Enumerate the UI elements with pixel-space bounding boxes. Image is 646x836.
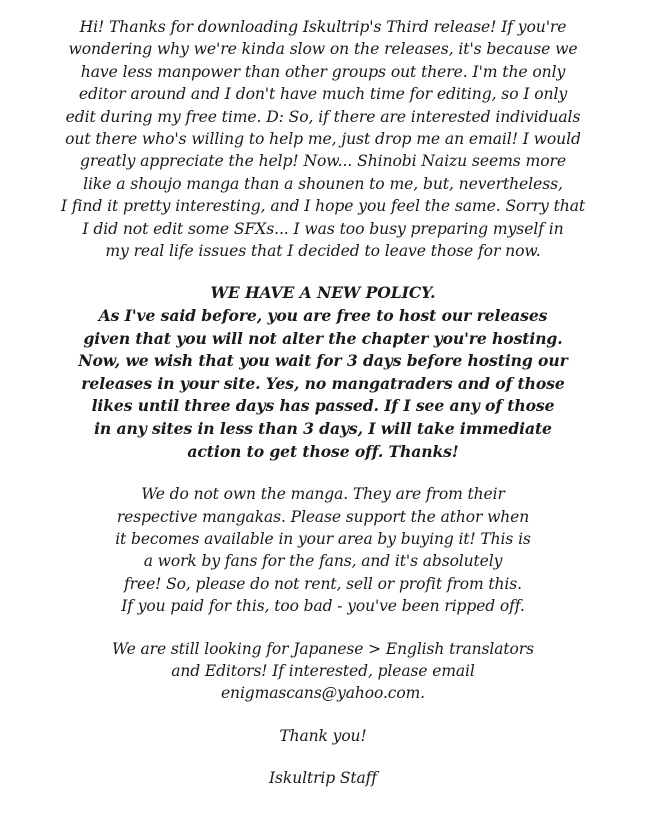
disclaimer-line: If you paid for this, too bad - you've been ripped off.: [121, 597, 525, 616]
recruit-email: enigmascans@yahoo.com.: [220, 684, 426, 703]
intro-line: I did not edit some SFXs... I was too busy preparing myself in: [82, 219, 564, 238]
disclaimer-line: a work by fans for the fans, and it's absolutely: [143, 552, 503, 571]
disclaimer-line: free! So, please do not rent, sell or profit from this.: [124, 574, 522, 593]
intro-line: out there who's willing to help me, just drop me an email! I would: [65, 130, 581, 149]
recruit-line: We are still looking for Japanese > English translators: [112, 639, 534, 658]
disclaimer-line: it becomes available in your area by buying it! This is: [115, 530, 531, 549]
intro-line: I find it pretty interesting, and I hope you feel the same. Sorry that: [60, 197, 586, 216]
intro-line: my real life issues that I decided to leave those for now.: [105, 242, 541, 261]
policy-line: in any sites in less than 3 days, I will take immediate: [94, 419, 552, 439]
intro-paragraph: [0, 16, 646, 262]
intro-line: like a shoujo manga than a shounen to me, but, nevertheless,: [83, 174, 563, 193]
intro-line: greatly appreciate the help! Now... Shinobi Naizu seems more: [80, 152, 566, 171]
recruit-line: and Editors! If interested, please email: [171, 662, 475, 681]
policy-line: Now, we wish that you wait for 3 days before hosting our: [78, 351, 568, 371]
disclaimer-line: We do not own the manga. They are from their: [141, 485, 505, 504]
policy-line: releases in your site. Yes, no mangatraders and of those: [81, 373, 565, 393]
staff-signature: Iskultrip Staff: [269, 769, 377, 788]
intro-line: Hi! Thanks for downloading Iskultrip's Third release! If you're: [79, 18, 567, 36]
disclaimer-line: respective mangakas. Please support the athor when: [116, 507, 530, 526]
disclaimer-paragraph: [0, 483, 646, 617]
thank-you-line: [0, 725, 646, 747]
policy-line: likes until three days has passed. If I see any of those: [91, 396, 555, 416]
policy-paragraph: [0, 282, 646, 463]
intro-line: edit during my free time. D: So, if there are interested individuals: [65, 107, 581, 126]
signature-line: [0, 767, 646, 789]
policy-heading: WE HAVE A NEW POLICY.: [210, 283, 436, 303]
recruit-paragraph: [0, 638, 646, 705]
policy-line: action to get those off. Thanks!: [187, 441, 459, 461]
policy-line: As I've said before, you are free to host our releases: [98, 306, 548, 326]
intro-line: have less manpower than other groups out there. I'm the only: [80, 62, 566, 81]
intro-line: wondering why we're kinda slow on the releases, it's because we: [68, 40, 578, 59]
policy-line: given that you will not alter the chapter you're hosting.: [83, 328, 563, 348]
intro-line: editor around and I don't have much time for editing, so I only: [78, 85, 568, 104]
thank-you-text: Thank you!: [279, 726, 367, 745]
